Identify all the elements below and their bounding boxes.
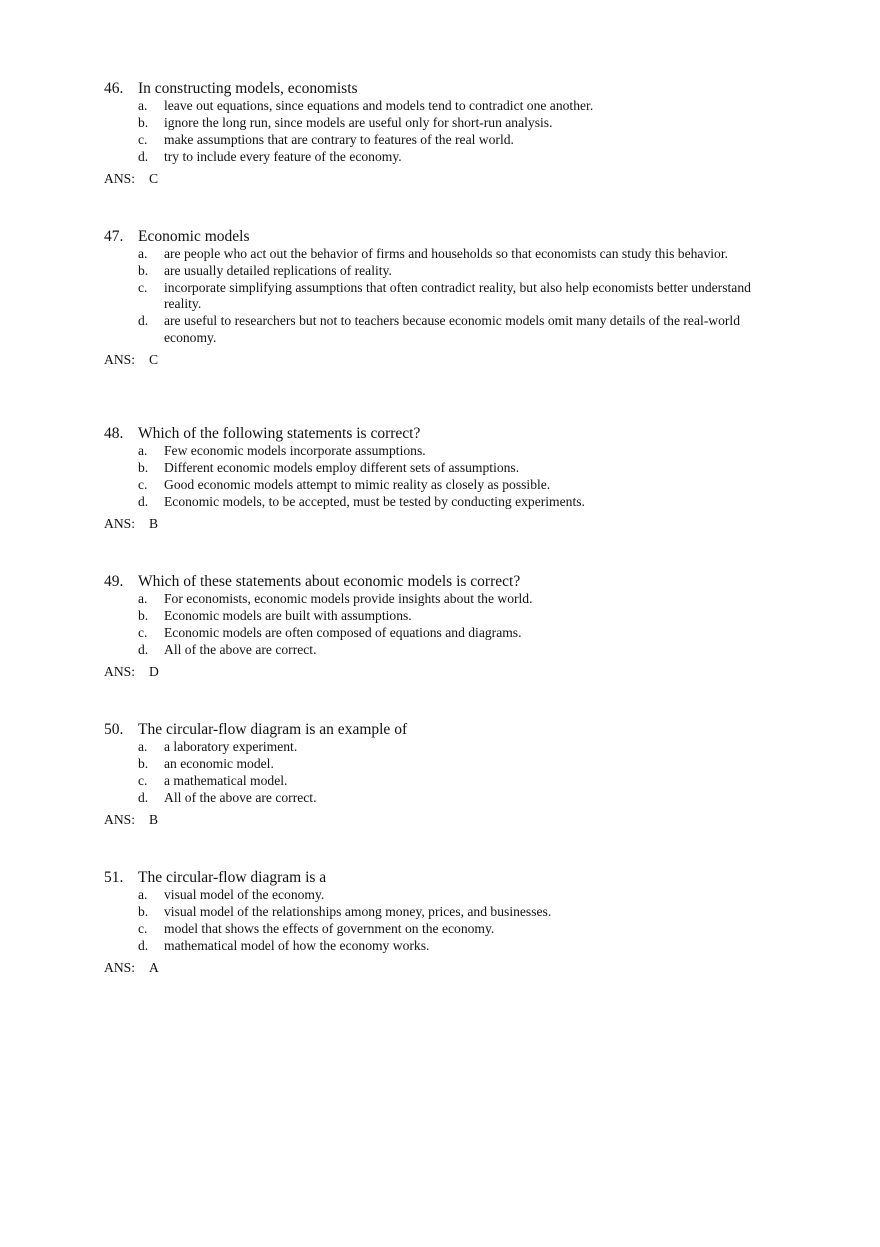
answer-line [104,516,764,532]
question-50 [104,721,764,828]
option-letter: c. [138,131,148,147]
option-c [104,921,764,937]
option-b [104,263,764,279]
option-c [104,477,764,493]
option-letter: c. [138,624,148,640]
option-letter: a. [138,739,148,755]
answer-line [104,352,764,368]
answer-value: C [149,171,159,187]
answer-label: ANS: [104,664,135,680]
option-b [104,608,764,624]
answer-line [104,960,764,976]
option-text: Good economic models attempt to mimic reality as closely as possible. [164,476,551,492]
question-51 [104,869,764,976]
question-47 [104,228,764,368]
question-number: 50. [104,721,124,738]
option-a [104,98,764,114]
option-letter: b. [138,756,149,772]
answer-value: C [149,352,159,367]
option-letter: c. [138,279,148,295]
question-stem [104,228,764,246]
option-text: visual model of the relationships among money, prices, and businesses. [164,904,552,920]
option-b [104,756,764,772]
option-letter: b. [138,608,149,624]
option-letter: a. [138,887,148,903]
option-text: Few economic models incorporate assumptions. [164,443,426,459]
option-text: are usually detailed replications of reality. [164,263,392,279]
option-text: All of the above are correct. [164,789,317,805]
option-letter: d. [138,789,149,805]
option-text: Economic models are often composed of equations and diagrams. [164,624,522,640]
option-c [104,132,764,148]
question-48 [104,425,764,532]
option-list [104,591,764,658]
option-d [104,149,764,165]
answer-value: A [149,960,159,976]
option-text: model that shows the effects of government on the economy. [164,920,495,936]
option-letter: d. [138,641,149,657]
question-text: Which of these statements about economic models is correct? [138,573,521,590]
question-text: The circular-flow diagram is an example of [138,721,408,738]
option-c [104,773,764,789]
option-letter: b. [138,263,149,279]
question-text: Which of the following statements is correct? [138,425,421,442]
option-letter: a. [138,591,148,607]
question-49 [104,573,764,680]
option-text: ignore the long run, since models are useful only for short-run analysis. [164,115,553,131]
option-b [104,904,764,920]
option-text: visual model of the economy. [164,887,325,903]
option-letter: d. [138,493,149,509]
answer-label: ANS: [104,812,135,828]
option-text: Economic models, to be accepted, must be tested by conducting experiments. [164,493,585,509]
option-letter: a. [138,98,148,114]
question-stem [104,573,764,591]
option-letter: c. [138,476,148,492]
option-text: All of the above are correct. [164,641,317,657]
option-text: leave out equations, since equations and models tend to contradict one another. [164,98,594,114]
option-d [104,494,764,510]
option-letter: c. [138,920,148,936]
option-text: are useful to researchers but not to teachers because economic models omit many details of the real-world economy. [164,313,741,345]
answer-value: B [149,812,159,828]
option-a [104,591,764,607]
answer-label: ANS: [104,352,135,367]
option-letter: d. [138,313,149,329]
option-letter: d. [138,148,149,164]
option-a [104,443,764,459]
question-text: Economic models [138,228,250,245]
option-d [104,313,764,346]
answer-label: ANS: [104,516,135,532]
option-a [104,739,764,755]
option-list [104,739,764,806]
question-stem [104,721,764,739]
question-stem [104,80,764,98]
option-text: make assumptions that are contrary to features of the real world. [164,131,514,147]
question-stem [104,869,764,887]
option-letter: b. [138,115,149,131]
answer-value: D [149,664,159,680]
option-a [104,246,764,262]
option-text: an economic model. [164,756,274,772]
answer-line [104,664,764,680]
question-stem [104,425,764,443]
option-text: For economists, economic models provide insights about the world. [164,591,533,607]
option-b [104,115,764,131]
answer-label: ANS: [104,960,135,976]
question-number: 49. [104,573,124,590]
option-list [104,98,764,165]
option-d [104,938,764,954]
option-letter: a. [138,443,148,459]
option-list [104,887,764,954]
option-letter: a. [138,246,148,262]
answer-value: B [149,516,159,532]
option-b [104,460,764,476]
option-list [104,246,764,346]
option-d [104,790,764,806]
option-text: are people who act out the behavior of firms and households so that economists can study this behavior. [164,246,729,262]
option-text: Economic models are built with assumptions. [164,608,412,624]
option-text: a mathematical model. [164,772,288,788]
option-letter: b. [138,904,149,920]
question-number: 48. [104,425,124,442]
option-c [104,625,764,641]
option-text: a laboratory experiment. [164,739,298,755]
question-text: In constructing models, economists [138,80,358,97]
answer-line [104,171,764,187]
question-number: 47. [104,228,124,245]
option-text: Different economic models employ different sets of assumptions. [164,460,520,476]
option-letter: c. [138,772,148,788]
option-text: incorporate simplifying assumptions that often contradict reality, but also help economists better understand reality. [164,279,751,312]
option-text: mathematical model of how the economy works. [164,937,430,953]
option-a [104,887,764,903]
question-number: 46. [104,80,124,97]
option-list [104,443,764,510]
question-number: 51. [104,869,124,886]
option-text: try to include every feature of the economy. [164,148,402,164]
option-c [104,280,764,313]
option-d [104,642,764,658]
answer-line [104,812,764,828]
answer-label: ANS: [104,171,135,187]
option-letter: b. [138,460,149,476]
question-text: The circular-flow diagram is a [138,869,327,886]
question-46 [104,80,764,187]
option-letter: d. [138,937,149,953]
